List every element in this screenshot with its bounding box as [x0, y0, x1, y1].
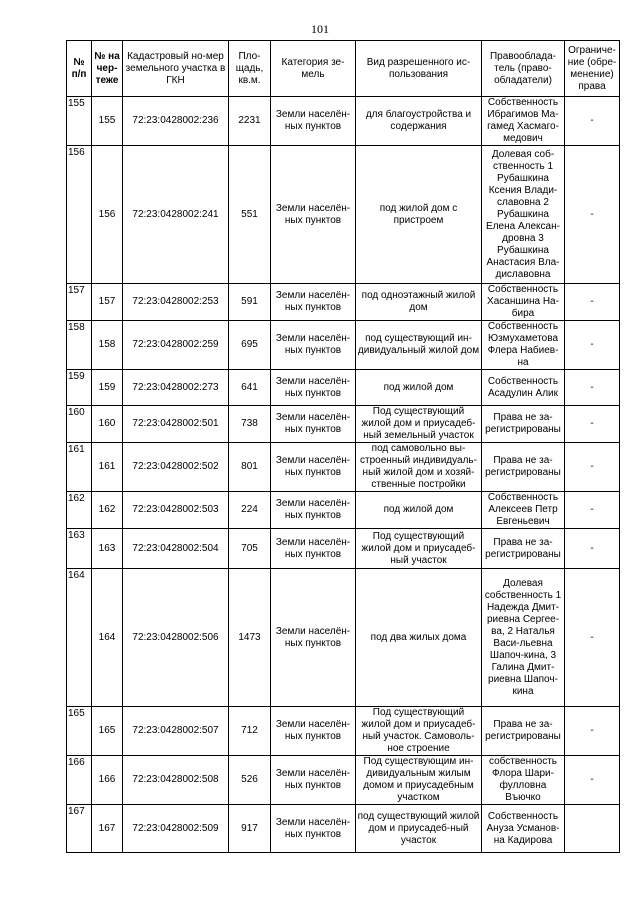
- area-cell: 1473: [229, 569, 271, 707]
- area-cell: 801: [229, 443, 271, 492]
- owner-cell: Права не за-регистрированы: [482, 443, 565, 492]
- encumbrance-cell: -: [565, 370, 620, 406]
- owner-cell: Долевая собственность 1 Надежда Дмит-риевна Сергее-ва, 2 Наталья Васи-льевна Шапоч-кина, 3 Галина Дмит-риевна Шапоч-кина: [482, 569, 565, 707]
- drawing-number-cell: 160: [92, 406, 123, 443]
- header-cell: Правооблада-тель (право-обладатели): [482, 41, 565, 97]
- row-index-cell: 157: [67, 284, 92, 321]
- land-category-cell: Земли населён-ных пунктов: [271, 569, 356, 707]
- owner-cell: Собственность Юзмухаметова Флера Набиев-на: [482, 321, 565, 370]
- header-cell: Кадастровый но-мер земельного участка в ГКН: [123, 41, 229, 97]
- owner-cell: Собственность Асадулин Алик: [482, 370, 565, 406]
- land-category-cell: Земли населён-ных пунктов: [271, 370, 356, 406]
- table-row: [67, 406, 620, 443]
- row-index-cell: 155: [67, 97, 92, 146]
- drawing-number-cell: 166: [92, 756, 123, 805]
- drawing-number-cell: 161: [92, 443, 123, 492]
- header-cell: Пло-щадь, кв.м.: [229, 41, 271, 97]
- owner-cell: Собственность Хасаншина На-бира: [482, 284, 565, 321]
- row-index-cell: 160: [67, 406, 92, 443]
- cadastral-number-cell: 72:23:0428002:501: [123, 406, 229, 443]
- drawing-number-cell: 157: [92, 284, 123, 321]
- table-row: [67, 805, 620, 853]
- land-category-cell: Земли населён-ных пунктов: [271, 443, 356, 492]
- table-row: [67, 321, 620, 370]
- drawing-number-cell: 164: [92, 569, 123, 707]
- encumbrance-cell: -: [565, 443, 620, 492]
- row-index-cell: 158: [67, 321, 92, 370]
- header-cell: № на чер-теже: [92, 41, 123, 97]
- row-index-cell: 156: [67, 146, 92, 284]
- cadastral-number-cell: 72:23:0428002:509: [123, 805, 229, 853]
- table-row: [67, 146, 620, 284]
- cadastral-number-cell: 72:23:0428002:273: [123, 370, 229, 406]
- encumbrance-cell: -: [565, 321, 620, 370]
- cadastral-number-cell: 72:23:0428002:504: [123, 529, 229, 569]
- table-row: [67, 443, 620, 492]
- area-cell: 705: [229, 529, 271, 569]
- area-cell: 738: [229, 406, 271, 443]
- header-cell: Категория зе-мель: [271, 41, 356, 97]
- table-row: [67, 370, 620, 406]
- owner-cell: Собственность Алексеев Петр Евгеньевич: [482, 492, 565, 529]
- encumbrance-cell: -: [565, 406, 620, 443]
- land-category-cell: Земли населён-ных пунктов: [271, 756, 356, 805]
- table-row: [67, 569, 620, 707]
- owner-cell: собственность Флора Шари-фулловна Въючко: [482, 756, 565, 805]
- owner-cell: Права не за-регистрированы: [482, 406, 565, 443]
- permitted-use-cell: под самовольно вы-строенный индивидуаль-ный жилой дом и хозяй-ственные постройки: [356, 443, 482, 492]
- header-cell: Ограниче-ние (обре-менение) права: [565, 41, 620, 97]
- cadastral-number-cell: 72:23:0428002:507: [123, 707, 229, 756]
- row-index-cell: 165: [67, 707, 92, 756]
- land-category-cell: Земли населён-ных пунктов: [271, 146, 356, 284]
- land-category-cell: Земли населён-ных пунктов: [271, 406, 356, 443]
- permitted-use-cell: под существующий жилой дом и приусадеб-ный участок: [356, 805, 482, 853]
- owner-cell: Права не за-регистрированы: [482, 529, 565, 569]
- permitted-use-cell: Под существующий жилой дом и приусадеб-ный земельный участок: [356, 406, 482, 443]
- land-category-cell: Земли населён-ных пунктов: [271, 707, 356, 756]
- area-cell: 695: [229, 321, 271, 370]
- cadastral-number-cell: 72:23:0428002:503: [123, 492, 229, 529]
- header-cell: № п/п: [67, 41, 92, 97]
- land-category-cell: Земли населён-ных пунктов: [271, 97, 356, 146]
- header-row: [67, 41, 620, 97]
- permitted-use-cell: под два жилых дома: [356, 569, 482, 707]
- header-cell: Вид разрешенного ис-пользования: [356, 41, 482, 97]
- permitted-use-cell: Под существующий жилой дом и приусадеб-ный участок. Самоволь-ное строение: [356, 707, 482, 756]
- row-index-cell: 164: [67, 569, 92, 707]
- drawing-number-cell: 162: [92, 492, 123, 529]
- land-category-cell: Земли населён-ных пунктов: [271, 529, 356, 569]
- drawing-number-cell: 155: [92, 97, 123, 146]
- row-index-cell: 163: [67, 529, 92, 569]
- land-plots-table: [66, 40, 620, 853]
- row-index-cell: 162: [67, 492, 92, 529]
- area-cell: 641: [229, 370, 271, 406]
- land-category-cell: Земли населён-ных пунктов: [271, 492, 356, 529]
- permitted-use-cell: под жилой дом: [356, 492, 482, 529]
- encumbrance-cell: -: [565, 569, 620, 707]
- permitted-use-cell: под жилой дом с пристроем: [356, 146, 482, 284]
- cadastral-number-cell: 72:23:0428002:253: [123, 284, 229, 321]
- encumbrance-cell: -: [565, 756, 620, 805]
- drawing-number-cell: 163: [92, 529, 123, 569]
- permitted-use-cell: Под существующий жилой дом и приусадеб-ный участок: [356, 529, 482, 569]
- land-category-cell: Земли населён-ных пунктов: [271, 805, 356, 853]
- drawing-number-cell: 159: [92, 370, 123, 406]
- table-row: [67, 756, 620, 805]
- row-index-cell: 159: [67, 370, 92, 406]
- encumbrance-cell: -: [565, 146, 620, 284]
- owner-cell: Долевая соб-ственность 1 Рубашкина Ксения Влади-славовна 2 Рубашкина Елена Алексан-дровна 3 Рубашкина Анастасия Вла-диславовна: [482, 146, 565, 284]
- drawing-number-cell: 156: [92, 146, 123, 284]
- drawing-number-cell: 158: [92, 321, 123, 370]
- row-index-cell: 161: [67, 443, 92, 492]
- area-cell: 712: [229, 707, 271, 756]
- cadastral-number-cell: 72:23:0428002:259: [123, 321, 229, 370]
- area-cell: 224: [229, 492, 271, 529]
- encumbrance-cell: [565, 805, 620, 853]
- owner-cell: Собственность Ибрагимов Ма-гамед Хасмаго-медович: [482, 97, 565, 146]
- page-number: 101: [311, 22, 329, 36]
- area-cell: 2231: [229, 97, 271, 146]
- table-row: [67, 707, 620, 756]
- permitted-use-cell: Под существующим ин-дивидуальным жилым домом и приусадебным участком: [356, 756, 482, 805]
- cadastral-number-cell: 72:23:0428002:508: [123, 756, 229, 805]
- permitted-use-cell: под одноэтажный жилой дом: [356, 284, 482, 321]
- cadastral-number-cell: 72:23:0428002:241: [123, 146, 229, 284]
- table-row: [67, 97, 620, 146]
- drawing-number-cell: 167: [92, 805, 123, 853]
- row-index-cell: 167: [67, 805, 92, 853]
- table-row: [67, 492, 620, 529]
- row-index-cell: 166: [67, 756, 92, 805]
- cadastral-number-cell: 72:23:0428002:502: [123, 443, 229, 492]
- encumbrance-cell: -: [565, 97, 620, 146]
- encumbrance-cell: -: [565, 492, 620, 529]
- drawing-number-cell: 165: [92, 707, 123, 756]
- encumbrance-cell: -: [565, 529, 620, 569]
- cadastral-number-cell: 72:23:0428002:236: [123, 97, 229, 146]
- land-category-cell: Земли населён-ных пунктов: [271, 321, 356, 370]
- area-cell: 917: [229, 805, 271, 853]
- area-cell: 526: [229, 756, 271, 805]
- table-row: [67, 284, 620, 321]
- cadastral-number-cell: 72:23:0428002:506: [123, 569, 229, 707]
- owner-cell: Права не за-регистрированы: [482, 707, 565, 756]
- table-row: [67, 529, 620, 569]
- encumbrance-cell: -: [565, 707, 620, 756]
- land-category-cell: Земли населён-ных пунктов: [271, 284, 356, 321]
- owner-cell: Собственность Анузa Усманов-на Кадирова: [482, 805, 565, 853]
- permitted-use-cell: под существующий ин-дивидуальный жилой дом: [356, 321, 482, 370]
- encumbrance-cell: -: [565, 284, 620, 321]
- permitted-use-cell: под жилой дом: [356, 370, 482, 406]
- permitted-use-cell: для благоустройства и содержания: [356, 97, 482, 146]
- area-cell: 551: [229, 146, 271, 284]
- area-cell: 591: [229, 284, 271, 321]
